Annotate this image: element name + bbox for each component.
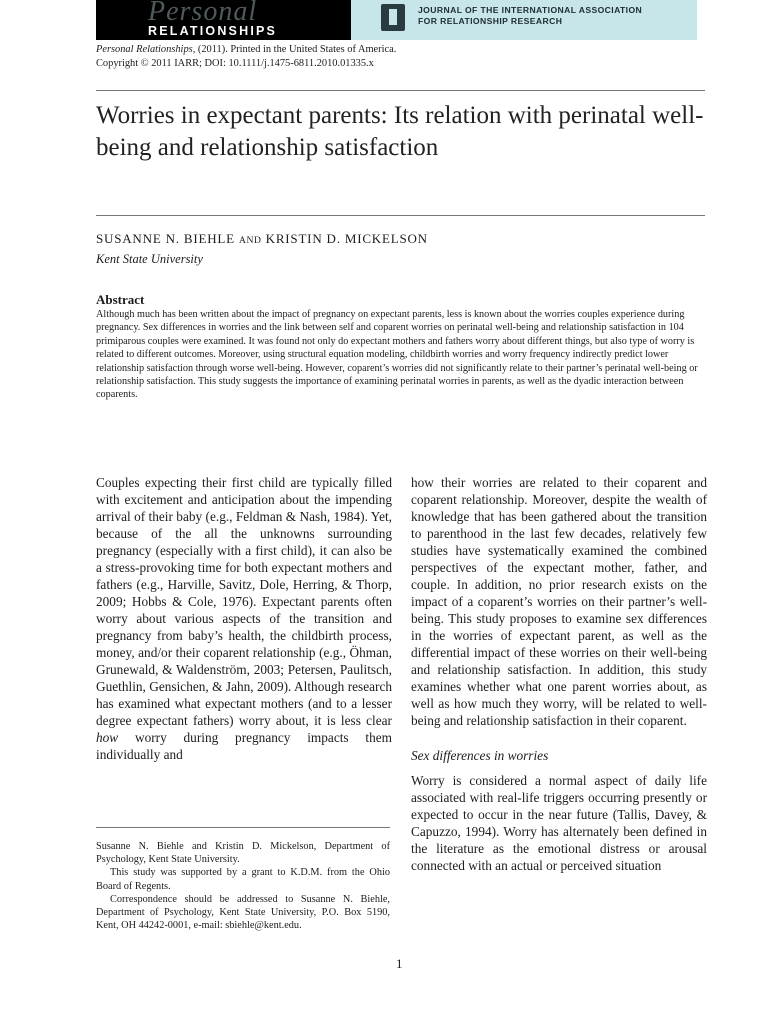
logo-script-text: Personal	[148, 0, 258, 27]
footnote-3: Correspondence should be addressed to Susanne N. Biehle, Department of Psychology, Kent State University, P.O. Box 5190, Kent, OH 44242-0001, e-mail: sbiehle@kent.edu.	[96, 893, 390, 932]
publication-info	[96, 43, 396, 70]
article-title: Worries in expectant parents: Its relation with perinatal well-being and relationship satisfaction	[96, 102, 704, 161]
footnotes	[96, 840, 390, 932]
author-1: SUSANNE N. BIEHLE	[96, 231, 235, 246]
author-connector: AND	[238, 235, 262, 246]
abstract-text: Although much has been written about the impact of pregnancy on expectant parents, less is known about the worries couples experience during pregnancy. Sex differences in worries and the link between self and coparent worries on perinatal well-being and relationship satisfaction in 104 primiparous couples were examined. It was found not only do expectant mothers and fathers worry about different things, but also type of worry is related to different outcomes. Moreover, using structural equation modeling, childbirth worries and worry frequency indirectly predict lower relationship satisfaction through worse well-being. However, coparent’s worries did not significantly relate to their partner’s perinatal well-being or relationship satisfaction. This study suggests the importance of examining perinatal worries in parents, as well as the dyadic interaction between coparents.	[96, 309, 698, 401]
journal-banner	[96, 0, 697, 40]
journal-logo	[96, 0, 351, 40]
association-seal-icon	[381, 4, 405, 31]
footnote-2: This study was supported by a grant to K.D.M. from the Ohio Board of Regents.	[96, 867, 390, 892]
left-text-b: worry during pregnancy impacts them individually and	[96, 730, 392, 762]
abstract-heading: Abstract	[96, 292, 145, 307]
footnote-1: Susanne N. Biehle and Kristin D. Mickelson, Department of Psychology, Kent State University.	[96, 841, 390, 866]
association-line-1: JOURNAL OF THE INTERNATIONAL ASSOCIATION	[418, 5, 643, 15]
page-number: 1	[396, 956, 403, 971]
title-divider	[96, 215, 705, 216]
section-subheading: Sex differences in worries	[411, 748, 549, 763]
copyright-doi: Copyright © 2011 IARR; DOI: 10.1111/j.1475-6811.2010.01335.x	[96, 57, 374, 69]
affiliation: Kent State University	[96, 252, 203, 266]
body-paragraph	[96, 474, 392, 763]
print-info: , (2011). Printed in the United States of America.	[192, 44, 397, 55]
author-2: KRISTIN D. MICKELSON	[265, 231, 428, 246]
journal-name: Personal Relationships	[96, 44, 193, 55]
right-paragraph-1: how their worries are related to their coparent and coparent relationship. Moreover, despite the wealth of knowledge that has been gathered about the transition to parenthood in the last few decades, relatively few studies have systematically examined the combined perspectives of the expectant mother, father, and couple. In addition, no prior research exists on the impact of a coparent’s worries on their partner’s well-being. This study proposes to examine sex differences in the worries of expectant parent, as well as the differential impact of these worries on their well-being and relationship satisfaction. In addition, this study examines whether what one parent worries about, as well as how much they worry, will be related to well-being and relationship satisfaction in their coparent.	[411, 475, 707, 728]
left-emphasis: how	[96, 730, 119, 745]
header-divider	[96, 90, 705, 91]
association-line-2: FOR RELATIONSHIP RESEARCH	[418, 16, 563, 26]
body-column-right	[411, 474, 707, 874]
right-paragraph-2: Worry is considered a normal aspect of daily life associated with real-life triggers occurring presently or expected to occur in the near future (Tallis, Davey, & Capuzzo, 1994). Worry has alternately been defined in the literature as the emotional distress or arousal connected with an actual or perceived situation	[411, 773, 707, 873]
body-column-left	[96, 474, 392, 763]
author-list	[96, 231, 428, 247]
association-name	[418, 5, 642, 27]
logo-word-text: RELATIONSHIPS	[148, 24, 278, 38]
footnote-divider	[96, 827, 390, 828]
left-text-a: Couples expecting their first child are typically filled with excitement and anticipation about the impending arrival of their baby (e.g., Feldman & Nash, 1984). Yet, because of the all the unknowns surrounding pregnancy (especially with a first child), it can also be a stress-provoking time for both expectant mothers and fathers (e.g., Harville, Savitz, Dole, Herring, & Thorp, 2009; Hobbs & Cole, 1976). Expectant parents often worry about various aspects of the transition and pregnancy from baby’s health, the childbirth process, money, and/or their coparent relationship (e.g., Öhman, Grunewald, & Waldenström, 2003; Petersen, Paulitsch, Guethlin, Gensichen, & Jahn, 2009). Although research has examined what expectant mothers (and to a lesser degree expectant fathers) worry about, it is less clear	[96, 475, 392, 728]
